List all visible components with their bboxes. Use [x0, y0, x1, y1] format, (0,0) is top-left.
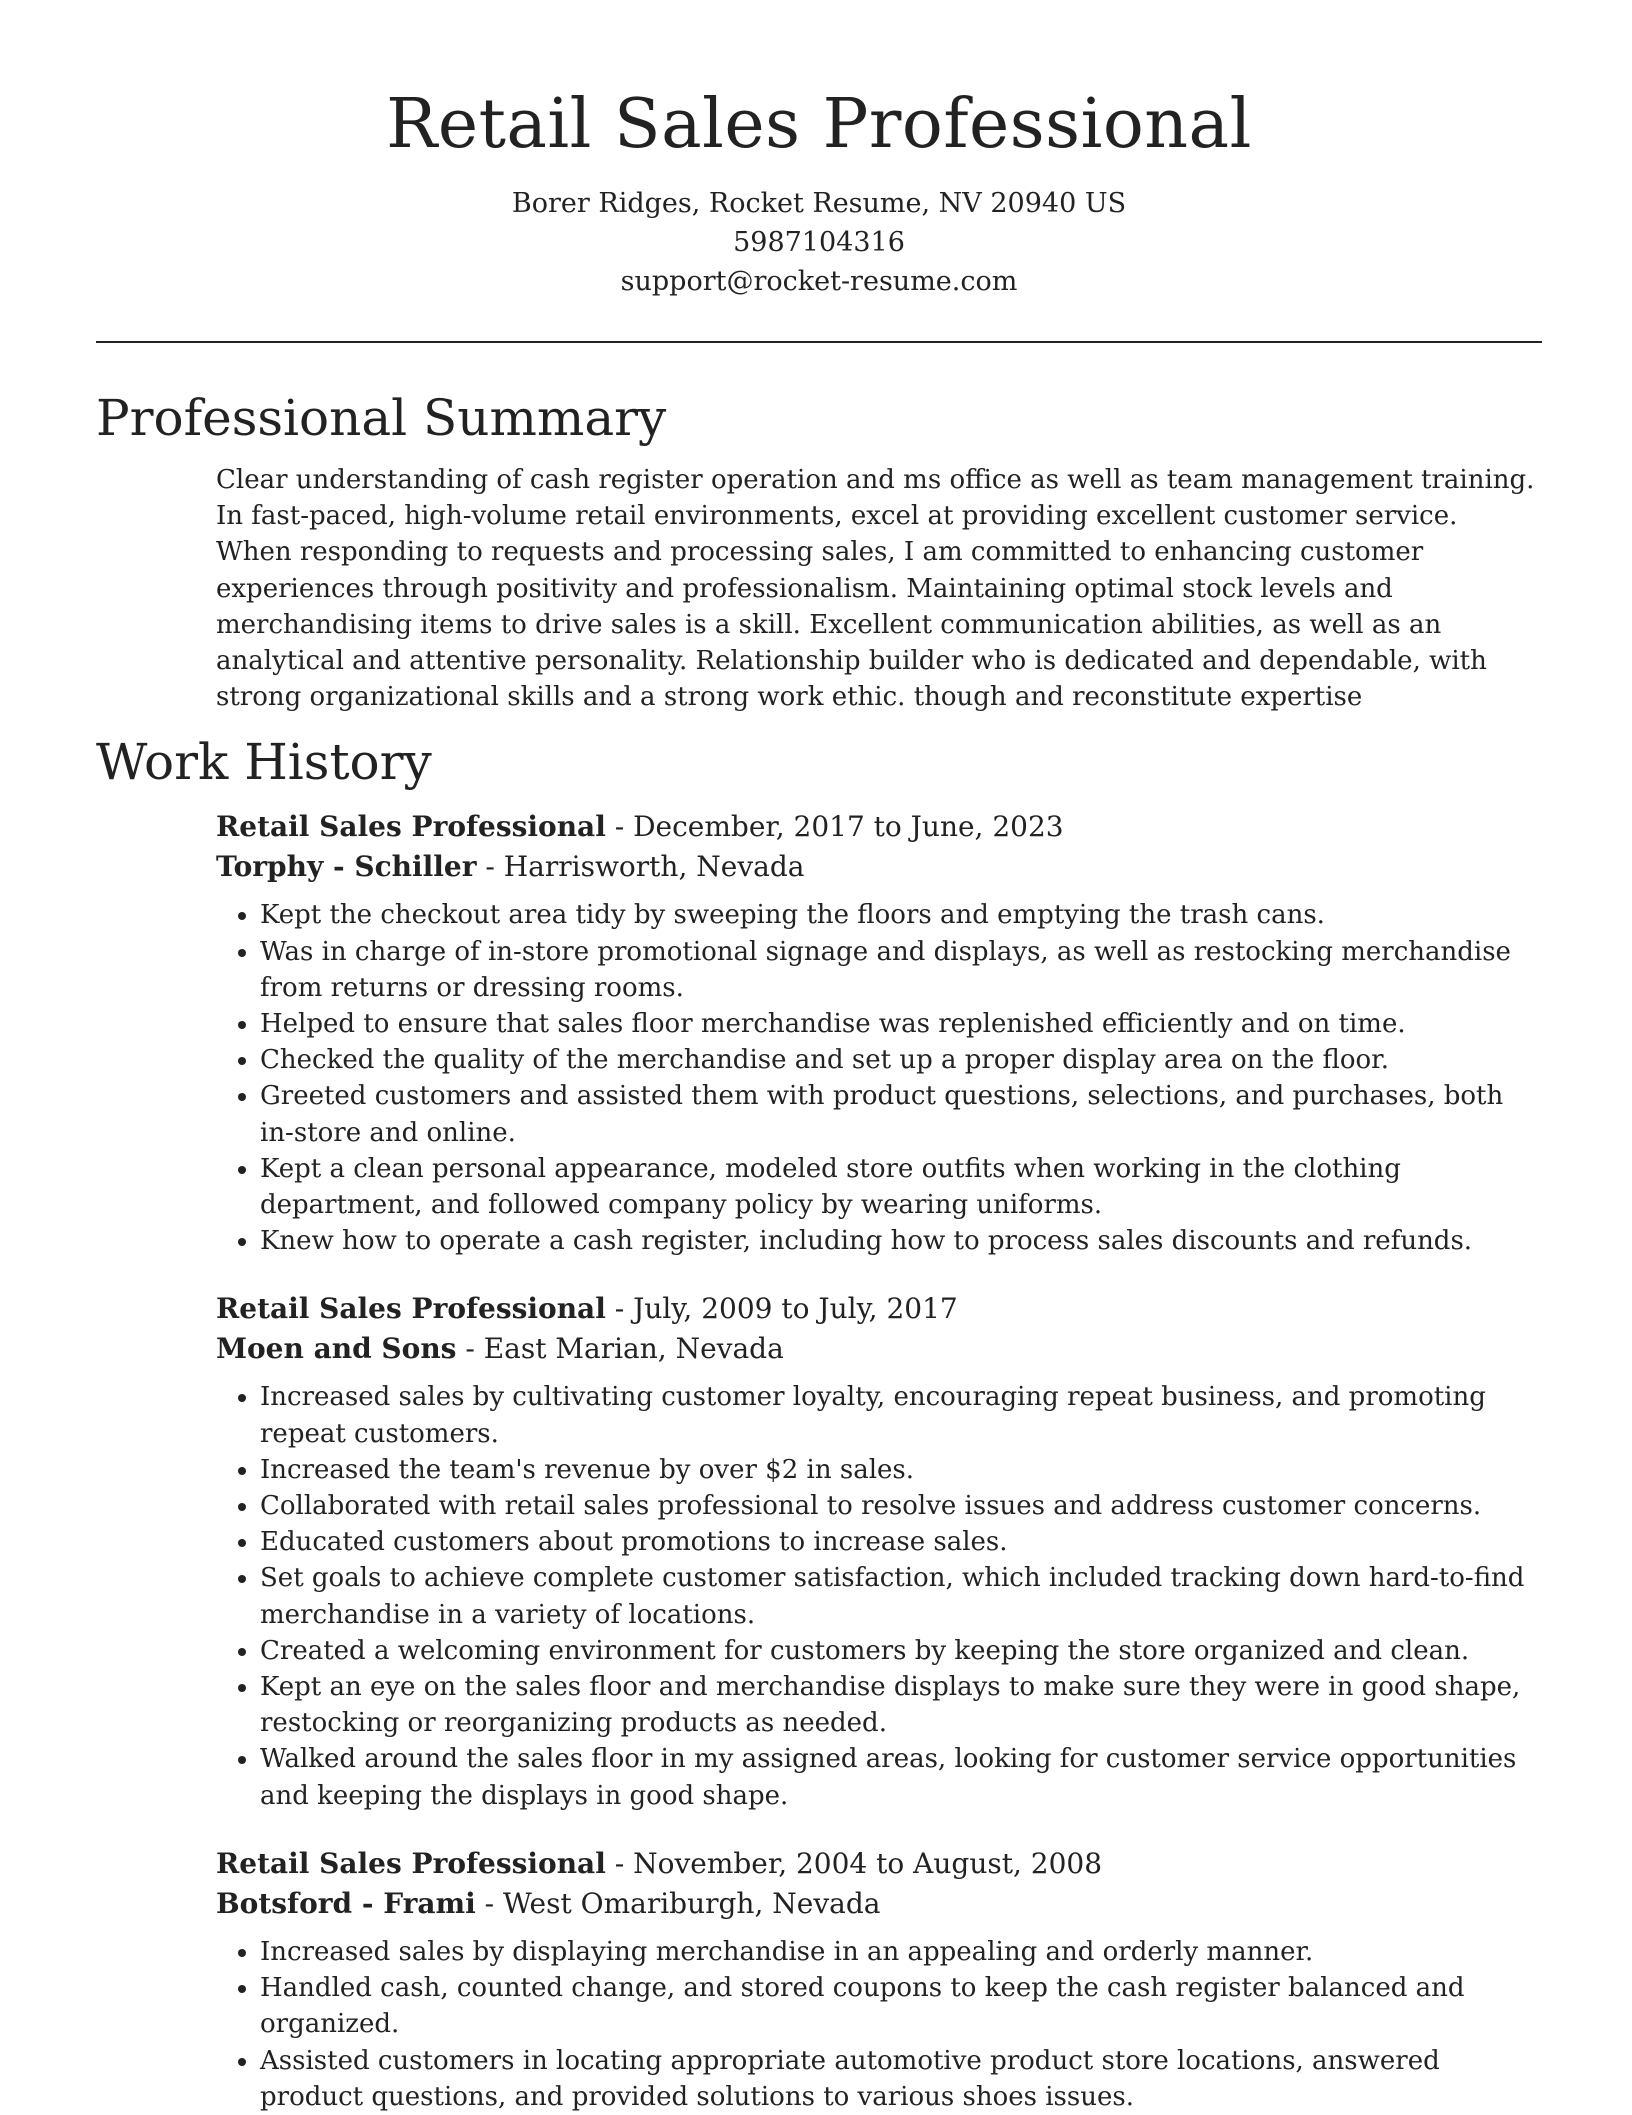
job-entry: [216, 1289, 1542, 1813]
job-company: Botsford - Frami: [216, 1886, 476, 1920]
job-company-line: [216, 847, 1542, 887]
job-title-line: [216, 1844, 1542, 1884]
job-title: Retail Sales Professional: [216, 1292, 606, 1326]
list-item: • Kept an eye on the sales floor and merchandise displays to make sure they were in good shape, restocking or reorganizing products as needed.: [260, 1669, 1542, 1741]
job-duties-list: [216, 1934, 1542, 2115]
list-item: • Checked the quality of the merchandise and set up a proper display area on the floor.: [260, 1042, 1542, 1078]
work-history-heading: Work History: [96, 733, 432, 792]
summary-heading: Professional Summary: [96, 389, 667, 447]
job-duties-list: [216, 1379, 1542, 1813]
job-entry: [216, 807, 1542, 1259]
contact-phone: 5987104316: [733, 227, 905, 258]
job-title-line: [216, 807, 1542, 847]
job-company: Torphy - Schiller: [216, 850, 477, 884]
summary-text: Clear understanding of cash register operation and ms office as well as team management training. In fast-paced, high-volume retail environments, excel at providing excellent customer service. When responding to requests and processing sales, I am committed to enhancing customer experiences through positivity and professionalism. Maintaining optimal stock levels and merchandising items to drive sales is a skill. Excellent communication abilities, as well as an analytical and attentive personality. Relationship builder who is dedicated and dependable, with strong organizational skills and a strong work ethic. though and reconstitute expertise: [216, 465, 1535, 713]
list-item: • Set goals to achieve complete customer satisfaction, which included tracking down hard-to-find merchandise in a variety of locations.: [260, 1560, 1542, 1632]
list-item: • Increased sales by displaying merchandise in an appealing and orderly manner.: [260, 1934, 1542, 1970]
list-item: • Kept the checkout area tidy by sweeping the floors and emptying the trash cans.: [260, 897, 1542, 933]
list-item: • Handled cash, counted change, and stored coupons to keep the cash register balanced and organized.: [260, 1970, 1542, 2042]
resume-page: [96, 0, 1542, 2115]
job-title: Retail Sales Professional: [216, 1846, 606, 1880]
job-company-line: [216, 1884, 1542, 1924]
list-item: • Helped to ensure that sales floor merchandise was replenished efficiently and on time.: [260, 1006, 1542, 1042]
job-company-line: [216, 1329, 1542, 1369]
job-dates: - December, 2017 to June, 2023: [605, 810, 1064, 844]
job-location: - East Marian, Nevada: [456, 1332, 784, 1366]
job-title-line: [216, 1289, 1542, 1329]
list-item: • Collaborated with retail sales professional to resolve issues and address customer concerns.: [260, 1488, 1542, 1524]
list-item: • Kept a clean personal appearance, modeled store outfits when working in the clothing department, and followed company policy by wearing uniforms.: [260, 1151, 1542, 1223]
job-location: - Harrisworth, Nevada: [476, 850, 805, 884]
list-item: • Greeted customers and assisted them with product questions, selections, and purchases, both in-store and online.: [260, 1078, 1542, 1150]
resume-name: Retail Sales Professional: [386, 85, 1252, 164]
contact-address: Borer Ridges, Rocket Resume, NV 20940 US: [511, 188, 1127, 219]
list-item: • Walked around the sales floor in my assigned areas, looking for customer service opportunities and keeping the displays in good shape.: [260, 1741, 1542, 1813]
contact-block: [96, 184, 1542, 301]
job-location: - West Omariburgh, Nevada: [475, 1886, 881, 1920]
list-item: • Knew how to operate a cash register, including how to process sales discounts and refunds.: [260, 1223, 1542, 1259]
list-item: • Assisted customers in locating appropriate automotive product store locations, answered product questions, and provided solutions to various shoes issues.: [260, 2043, 1542, 2115]
contact-email: support@rocket-resume.com: [620, 266, 1018, 297]
list-item: • Increased sales by cultivating customer loyalty, encouraging repeat business, and promoting repeat customers.: [260, 1379, 1542, 1451]
list-item: • Was in charge of in-store promotional signage and displays, as well as restocking merchandise from returns or dressing rooms.: [260, 934, 1542, 1006]
job-dates: - November, 2004 to August, 2008: [605, 1846, 1103, 1880]
job-company: Moen and Sons: [216, 1332, 457, 1366]
list-item: • Created a welcoming environment for customers by keeping the store organized and clean.: [260, 1633, 1542, 1669]
job-entry: [216, 1844, 1542, 2115]
list-item: • Educated customers about promotions to increase sales.: [260, 1524, 1542, 1560]
job-dates: - July, 2009 to July, 2017: [605, 1292, 958, 1326]
job-duties-list: [216, 897, 1542, 1259]
header-divider: [96, 341, 1542, 343]
job-title: Retail Sales Professional: [216, 810, 606, 844]
list-item: • Increased the team's revenue by over $2 in sales.: [260, 1452, 1542, 1488]
